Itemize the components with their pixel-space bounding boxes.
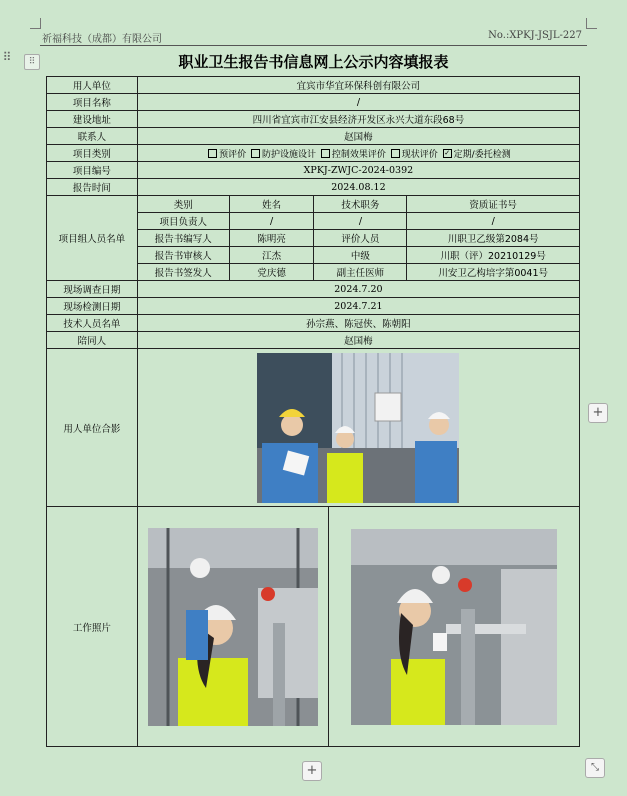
checkbox-label: 控制效果评价: [331, 149, 386, 160]
table-row: [47, 94, 580, 111]
checkbox-protection-design[interactable]: [251, 149, 260, 158]
team-header-title: 技术职务: [314, 196, 407, 213]
project-category-checkboxes: [137, 145, 579, 162]
work-photo-left-image: [148, 528, 318, 726]
team-cell: /: [407, 213, 580, 230]
add-row-button[interactable]: +: [302, 761, 322, 781]
cell-test-date: 2024.7.21: [137, 298, 579, 315]
team-cell: 评价人员: [314, 230, 407, 247]
team-cell: 项目负责人: [137, 213, 229, 230]
resize-table-icon[interactable]: ⤡: [585, 758, 605, 778]
checkbox-control-effect[interactable]: [321, 149, 330, 158]
work-photo-cell-right: [328, 507, 579, 747]
checkbox-periodic-testing[interactable]: ✓: [444, 148, 451, 157]
crop-mark-top-right: [586, 18, 597, 29]
cell-survey-date: 2024.7.20: [137, 281, 579, 298]
team-cell: 川安卫乙构培字第0041号: [407, 264, 580, 281]
table-row: [47, 332, 580, 349]
cell-report-time: 2024.08.12: [137, 179, 579, 196]
cell-label: 技术人员名单: [47, 315, 138, 332]
team-cell: 江杰: [229, 247, 314, 264]
crop-mark-top-left: [30, 18, 41, 29]
team-cell: 中级: [314, 247, 407, 264]
team-cell: 党庆德: [229, 264, 314, 281]
checkbox-label: 防护设施设计: [262, 149, 317, 160]
cell-contact: 赵国梅: [137, 128, 579, 145]
table-row: [47, 349, 580, 507]
table-row: [47, 145, 580, 162]
checkbox-label: 现状评价: [401, 149, 438, 160]
table-row: [47, 196, 580, 213]
table-row: [47, 128, 580, 145]
table-row: [47, 162, 580, 179]
cell-label: 项目类别: [47, 145, 138, 162]
cell-label: 项目编号: [47, 162, 138, 179]
cell-project-number: XPKJ-ZWJC-2024-0392: [137, 162, 579, 179]
disclosure-form-table: [46, 76, 580, 747]
cell-label: 用人单位合影: [47, 349, 138, 507]
team-header-cert: 资质证书号: [407, 196, 580, 213]
team-cell: 报告书签发人: [137, 264, 229, 281]
cell-employer: 宜宾市华宜环保科创有限公司: [137, 77, 579, 94]
table-row: [47, 77, 580, 94]
team-cell: 川职卫乙级第2084号: [407, 230, 580, 247]
cell-label: 项目名称: [47, 94, 138, 111]
cell-label: 现场检测日期: [47, 298, 138, 315]
group-photo-cell: [137, 349, 579, 507]
work-photo-right: [351, 529, 557, 725]
cell-label: 建设地址: [47, 111, 138, 128]
table-row: [47, 315, 580, 332]
cell-tech-staff: 孙宗燕、陈冠侠、陈朝阳: [137, 315, 579, 332]
work-photo-left: [148, 528, 318, 726]
cell-label: 项目组人员名单: [47, 196, 138, 281]
team-cell: 报告书审核人: [137, 247, 229, 264]
team-cell: 川职（评）20210129号: [407, 247, 580, 264]
team-cell: /: [314, 213, 407, 230]
checkbox-status-evaluation[interactable]: [391, 149, 400, 158]
work-photo-cell-left: [137, 507, 328, 747]
table-row: [47, 179, 580, 196]
checkbox-pre-evaluation[interactable]: [208, 149, 217, 158]
cell-label: 报告时间: [47, 179, 138, 196]
team-header-name: 姓名: [229, 196, 314, 213]
team-header-category: 类别: [137, 196, 229, 213]
cell-address: 四川省宜宾市江安县经济开发区永兴大道东段68号: [137, 111, 579, 128]
team-cell: /: [229, 213, 314, 230]
team-cell: 副主任医师: [314, 264, 407, 281]
group-photo-image: [257, 353, 459, 503]
page-title: 职业卫生报告书信息网上公示内容填报表: [178, 53, 449, 71]
cell-label: 联系人: [47, 128, 138, 145]
checkbox-label: 预评价: [219, 149, 247, 160]
header-company: 祈福科技（成都）有限公司: [42, 34, 162, 45]
group-photo: [257, 353, 459, 503]
header-doc-number: No.:XPKJ-JSJL-227: [488, 30, 582, 41]
cell-project-name: /: [137, 94, 579, 111]
drag-handle-icon[interactable]: ⠿: [2, 50, 12, 64]
table-row: [47, 111, 580, 128]
cell-accompany: 赵国梅: [137, 332, 579, 349]
header-rule: [40, 45, 587, 46]
table-move-handle-icon[interactable]: ⠿: [24, 54, 40, 70]
cell-label: 工作照片: [47, 507, 138, 747]
add-column-button[interactable]: +: [588, 403, 608, 423]
work-photo-right-image: [351, 529, 557, 725]
team-cell: 陈明亮: [229, 230, 314, 247]
cell-label: 现场调查日期: [47, 281, 138, 298]
cell-label: 陪同人: [47, 332, 138, 349]
table-row: [47, 507, 580, 747]
checkbox-label: 定期/委托检测: [453, 149, 511, 160]
table-row: [47, 281, 580, 298]
cell-label: 用人单位: [47, 77, 138, 94]
table-row: [47, 298, 580, 315]
team-cell: 报告书编写人: [137, 230, 229, 247]
